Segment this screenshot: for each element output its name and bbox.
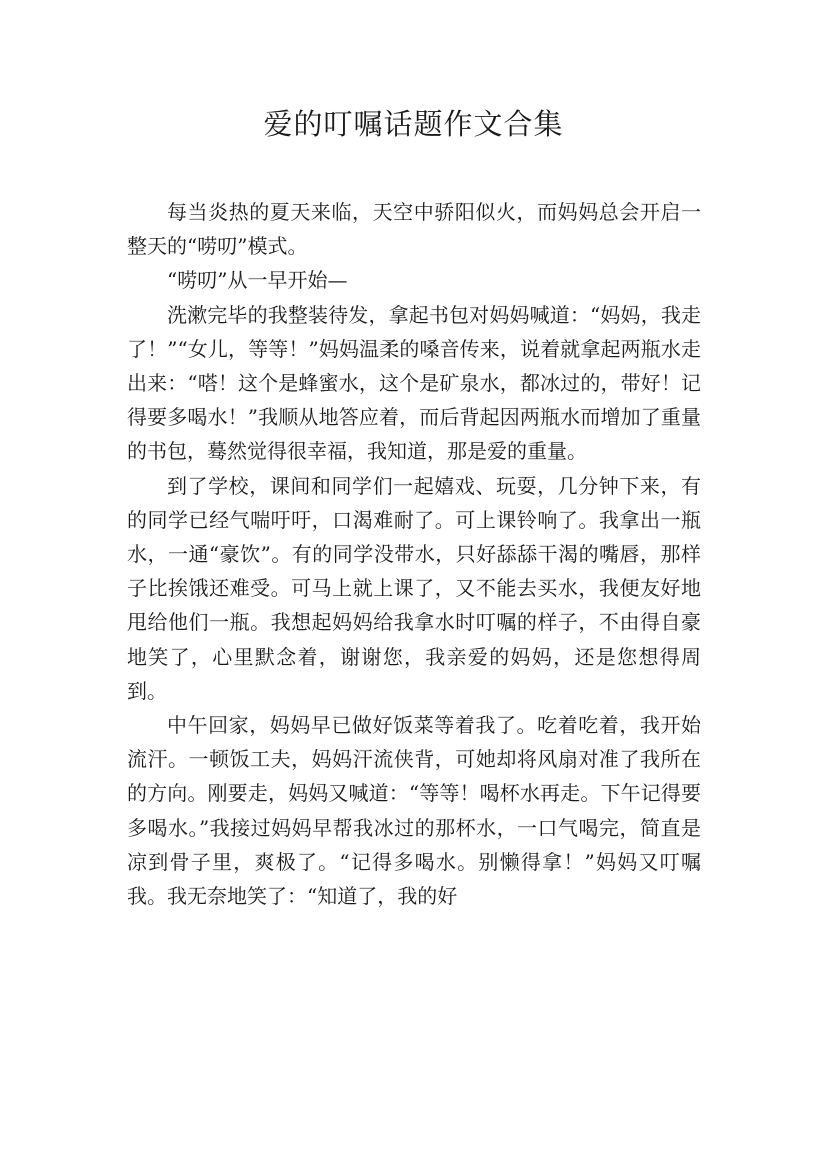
- paragraph: 每当炎热的夏天来临，天空中骄阳似火，而妈妈总会开启一整天的“唠叨”模式。: [127, 200, 701, 259]
- page-title: 爱的叮嘱话题作文合集: [263, 107, 564, 141]
- essay-body: [127, 195, 701, 913]
- paragraph: 到了学校，课间和同学们一起嬉戏、玩耍，几分钟下来，有的同学已经气喘吁吁，口渴难耐了。可上课铃响了。我拿出一瓶水，一通“豪饮”。有的同学没带水，只好舔舔干渴的嘴唇，那样子比挨饿还难受。可马上就上课了，又不能去买水，我便友好地甩给他们一瓶。我想起妈妈给我拿水时叮嘱的样子，不由得自豪地笑了，心里默念着，谢谢您，我亲爱的妈妈，还是您想得周到。: [127, 473, 701, 703]
- paragraph: 洗漱完毕的我整装待发，拿起书包对妈妈喊道：“妈妈，我走了！”“女儿，等等！”妈妈温柔的嗓音传来，说着就拿起两瓶水走出来：“嗒！这个是蜂蜜水，这个是矿泉水，都冰过的，带好！记得要多喝水！”我顺从地答应着，而后背起因两瓶水而增加了重量的书包，蓦然觉得很幸福，我知道，那是爱的重量。: [127, 302, 701, 464]
- paragraph: “唠叨”从一早开始—: [167, 268, 348, 293]
- paragraph: 中午回家，妈妈早已做好饭菜等着我了。吃着吃着，我开始流汗。一顿饭工夫，妈妈汗流侠背，可她却将风扇对准了我所在的方向。刚要走，妈妈又喊道：“等等！喝杯水再走。下午记得要多喝水。”我接过妈妈早帮我冰过的那杯水，一口气喝完，简直是凉到骨子里，爽极了。“记得多喝水。别懒得拿！”妈妈又叮嘱我。我无奈地笑了：“知道了，我的好: [127, 713, 701, 909]
